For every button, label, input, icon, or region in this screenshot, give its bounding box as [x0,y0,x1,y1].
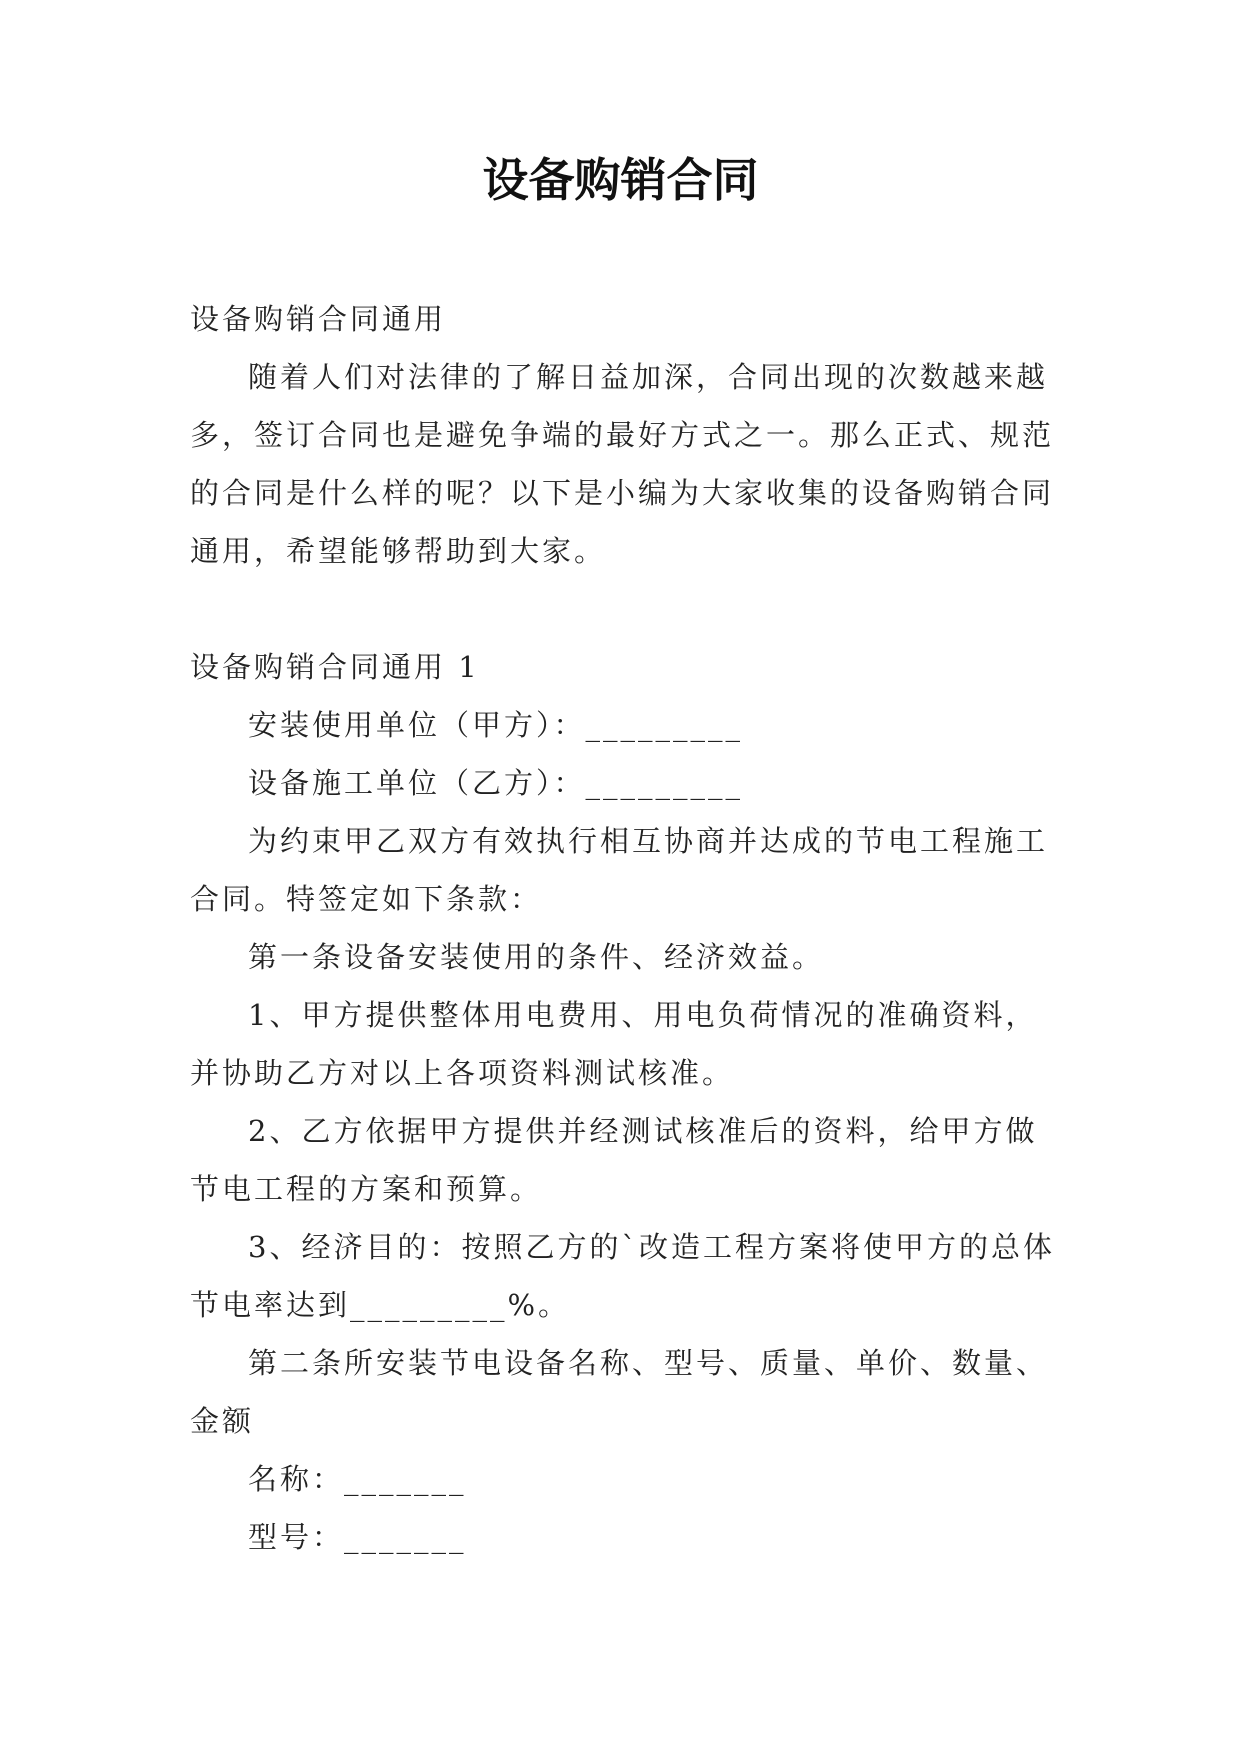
article1-item1: 1、甲方提供整体用电费用、用电负荷情况的准确资料，并协助乙方对以上各项资料测试核准。 [190,998,1038,1090]
document-body [190,290,1060,1566]
section-heading: 设备购销合同通用 1 [190,650,480,684]
article1-item3: 3、经济目的：按照乙方的`改造工程方案将使甲方的总体节电率达到_________%。 [190,1230,1055,1322]
intro-paragraph: 随着人们对法律的了解日益加深，合同出现的次数越来越多，签订合同也是避免争端的最好方式之一。那么正式、规范的合同是什么样的呢？以下是小编为大家收集的设备购销合同通用，希望能够帮助到大家。 [190,360,1055,568]
field-model: 型号：_______ [248,1520,467,1554]
subtitle: 设备购销合同通用 [190,302,447,336]
document-title: 设备购销合同 [482,153,759,207]
party-b-line: 设备施工单位（乙方）：_________ [248,766,744,800]
party-a-line: 安装使用单位（甲方）：_________ [248,708,744,742]
field-name: 名称：_______ [248,1462,467,1496]
article1-title: 第一条设备安装使用的条件、经济效益。 [248,940,825,974]
article1-item2: 2、乙方依据甲方提供并经测试核准后的资料，给甲方做节电工程的方案和预算。 [190,1114,1038,1206]
article2-title: 第二条所安装节电设备名称、型号、质量、单价、数量、金额 [190,1346,1049,1438]
purpose-paragraph: 为约束甲乙双方有效执行相互协商并达成的节电工程施工合同。特签定如下条款： [190,824,1049,916]
